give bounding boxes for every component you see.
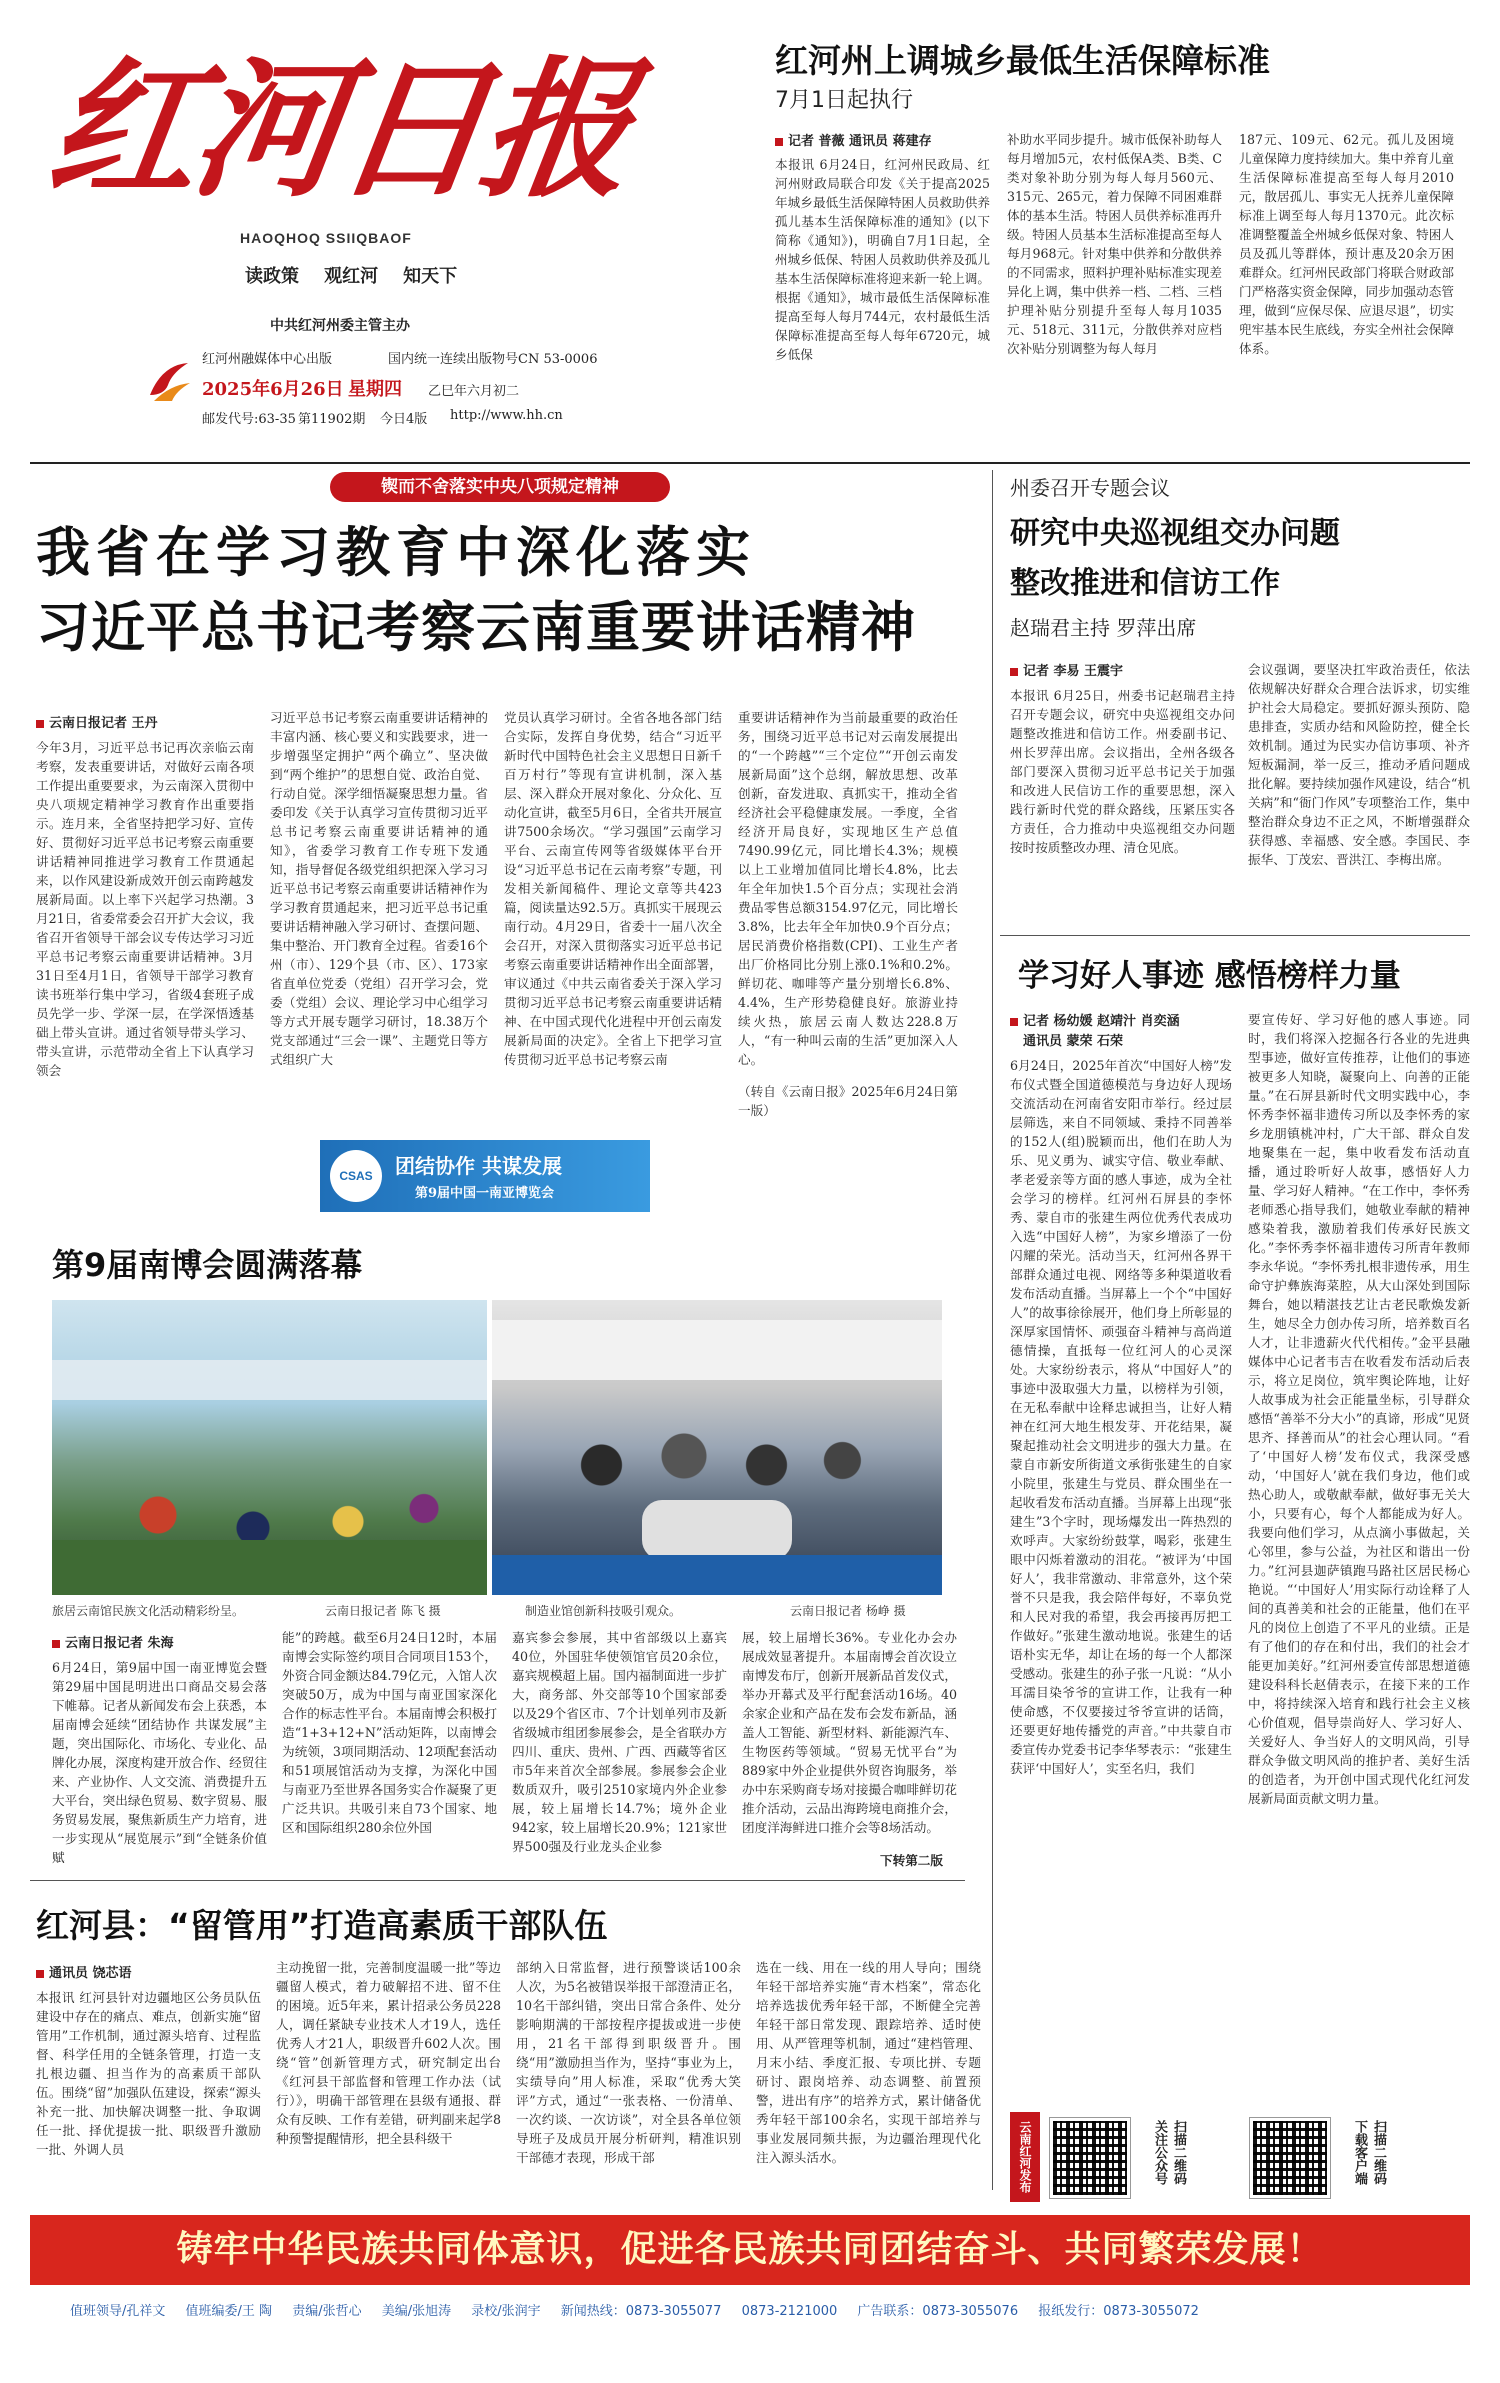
masthead-slogan	[245, 262, 457, 288]
footer-item: 新闻热线：0873-3055077	[560, 2304, 722, 2319]
lead-col3: 党员认真学习研讨。全省各地各部门结合实际，发挥自身优势，结合“习近平新时代中国特色社会主义思想日日新千百万村行”等现有宣讲机制，深入基层、深入群众开展对象化、分众化、互动化宣讲，截至5月6日，全省共开展宣讲7500余场次。“学习强国”云南学习平台、云南宣传网等省级媒体平台开设“习近平总书记在云南考察”专题，刊发相关新闻稿件、理论文章等共423篇，阅读量达92.5万。真抓实干展现云南行动。4月29日，省委十一届八次全会召开，对深入贯彻落实习近平总书记考察云南重要讲话精神作出全面部署，审议通过《中共云南省委关于深入学习贯彻习近平总书记考察云南重要讲话精神、在中国式现代化进程中开创云南发展新局面的决定》。全省上下把学习宣传贯彻习近平总书记考察云南	[504, 710, 722, 1067]
publisher: 红河州融媒体中心出版	[202, 352, 333, 367]
issue-date: 2025年6月26日	[202, 379, 344, 400]
lead-col4: 重要讲话精神作为当前最重要的政治任务，围绕习近平总书记对云南发展提出的“一个跨越”“三个定位”“开创云南发展新局面”这个总纲，解放思想、改革创新，奋发进取、真抓实干，推动全省经济社会平稳健康发展。一季度，全省经济开局良好，实现地区生产总值7490.99亿元，同比增长4.3%；规模以上工业增加值同比增长4.8%，比去年全年加快1.5个百分点；实现社会消费品零售总额3154.97亿元，同比增长3.8%，比去年全年加快0.9个百分点；居民消费价格指数(CPI)、工业生产者出厂价格同比分别上涨0.1%和0.2%。鲜切花、咖啡等产量分别增长6.8%、4.4%，生产形势稳健良好。旅游业持续火热，旅居云南人数达228.8万人，“有一种叫云南的生活”更加深入人心。	[738, 710, 958, 1067]
xunshi-title-1: 研究中央巡视组交办问题	[1010, 516, 1340, 551]
footer	[30, 2300, 1470, 2330]
expo-col4: 展，较上届增长36%。专业化办会办展成效显著提升。本届南博会首次设立南博发布厅，创新开展新品首发仪式，举办开幕式及平行配套活动16场。40余家企业和产品在发布会发布新品，涵盖人工智能、新型材料、新能源汽车、生物医药等领域。“贸易无忧平台”为889家中外企业提供外贸咨询服务，举办中东采购商专场对接撮合咖啡鲜切花推介活动，云品出海跨境电商推介会，团度洋海鲜进口推介会等8场活动。	[742, 1630, 957, 1835]
expo-byline: 云南日报记者 朱海	[52, 1632, 174, 1651]
expo-banner	[320, 1140, 650, 1212]
xunshi-kicker: 州委召开专题会议	[1010, 476, 1170, 500]
expo-continue: 下转第二版	[880, 1853, 943, 1868]
lead-source: （转自《云南日报》2025年6月24日第一版）	[738, 1084, 958, 1118]
expo-col2: 能”的跨越。截至6月24日12时，本届南博会实际签约项目合同项目153个，外资合同金额达84.79亿元，入馆人次突破50万，成为中国与南亚国家深化合作的标志性平台。本届南博会积极打造“1+3+12+N”活动矩阵，以南博会为统领，3项同期活动、12项配套活动和51项展馆活动为支撑，为深化中国与南亚乃至世界各国务实合作凝聚了更广泛共识。共吸引来自73个国家、地区和国际组织280余位外国	[282, 1630, 497, 1835]
haoren-col2: 要宣传好、学习好他的感人事迹。同时，我们将深入挖掘各行各业的先进典型事迹，做好宣传推荐，让他们的事迹被更多人知晓，凝聚向上、向善的正能量。”在石屏县新时代文明实践中心，李怀秀李怀福非遗传习所以及李怀秀的家乡龙朋镇桃冲村，广大干部、群众自发地聚集在一起，集中收看发布活动直播，通过聆听好人故事，感悟好人力量、学习好人精神。“在工作中，李怀秀老师悉心指导我们，她敬业奉献的精神感染着我，激励着我们传承好民族文化。”李怀秀李怀福非遗传习所青年教师李永华说。“李怀秀扎根非遗传承，用生命守护彝族海菜腔，从大山深处到国际舞台，她以精湛技艺让古老民歌焕发新生，她尽全力创办传习所，培养数百名人才，让非遗薪火代代相传。”金平县融媒体中心记者韦吉在收看发布活动后表示，将立足岗位，筑牢舆论阵地，让好人故事成为社会正能量坐标，引导群众感悟“善举不分大小”的真谛，形成“见贤思齐、择善而从”的社会心理认同。“看了‘中国好人榜’发布仪式，我深受感动，‘中国好人’就在我们身边，他们或热心助人，或敬献奉献，做好事无关大小，只要有心，每个人都能成为好人。我要向他们学习，从点滴小事做起，关心邻里，参与公益，为社区和谐出一份力。”红河县迦萨镇跑马路社区居民杨心艳说。“‘中国好人’用实际行动诠释了人间的真善美和社会的正能量，他们在平凡的岗位上创造了不平凡的业绩。正是有了他们的存在和付出，我们的社会才能更加美好。”红河州委宣传部思想道德建设科科长赵倩表示，在接下来的工作中，将持续深入培育和践行社会主义核心价值观，倡导崇尚好人、学习好人、关爱好人、争当好人的文明风尚，引导群众争做文明风尚的推护者、美好生活的创造者，为开创中国式现代化红河发展新局面贡献文明力量。	[1248, 1012, 1470, 1806]
footer-item: 广告联系：0873-3055076	[857, 2304, 1019, 2319]
photo1-caption: 旅居云南馆民族文化活动精彩纷呈。	[52, 1604, 245, 1618]
divider-vertical	[992, 470, 993, 2190]
baozhang-col3: 187元、109元、62元。孤儿及困境儿童保障力度持续加大。集中养育儿童生活保障标准提高至每人每月2010元，散居孤儿、事实无人抚养儿童保障标准上调至每人每月1370元。此次标准调整覆盖全州城乡低保对象、特困人员及孤儿等群体，预计惠及20余万困难群众。红河州民政部门将联合财政部门严格落实资金保障，同步加强动态管理，做到“应保尽保、应退尽退”，切实兜牢基本民生底线，夯实全州社会保障体系。	[1239, 132, 1454, 356]
divider-mid-left	[30, 1880, 965, 1881]
expo-title: 第9届南博会圆满落幕	[52, 1246, 363, 1284]
expo-col3: 嘉宾参会参展，其中省部级以上嘉宾40位，外国驻华使领馆官员20余位，嘉宾规模超上届。国内福制面进一步扩大，商务部、外交部等10个国家部委以及29个省区市、7个计划单列市及新省级城市组团参展参会，是全省联办方四川、重庆、贵州、广西、西藏等省区市5年来首次全部参展。参展参会企业数质双升，吸引2510家境内外企业参展，较上届增长14.7%；境外企业942家，较上届增长20.9%；121家世界500强及行业龙头企业参	[512, 1630, 727, 1854]
qr-code-app[interactable]	[1250, 2118, 1330, 2198]
divider-top	[30, 462, 1470, 464]
liuguanyong-col4: 选在一线、用在一线的用人导向；围绕年轻干部培养实施“青木档案”，常态化培养选拔优秀年轻干部，不断健全完善年轻干部日常发现、跟踪培养、适时使用、从严管理等机制，通过“建档管理、月末小结、季度汇报、专项比拼、专题研讨、跟岗培养、动态调整、前置预警，进出有序”的培养方式，累计储备优秀年轻干部100余名，实现干部培养与事业发展同频共振，为边疆治理现代化注入源头活水。	[756, 1960, 981, 2165]
liuguanyong-byline: 通讯员 饶芯语	[36, 1962, 132, 1981]
lead-title-1: 我省在学习教育中深化落实	[36, 521, 756, 584]
masthead-sponsor: 中共红河州委主管主办	[270, 318, 410, 334]
qr1-text: 扫描二维码 关注公众号	[1152, 2120, 1186, 2185]
qr-vertical-label: 云南红河发布	[1010, 2112, 1040, 2202]
xunshi-col2: 会议强调，要坚决扛牢政治责任，依法依规解决好群众合理合法诉求，切实维护社会大局稳定。要抓好源头预防、隐患排查，实质办结和风险防控，健全长效机制。通过为民实办信访事项、补齐短板漏洞，举一反三，推动矛盾问题成批化解。要持续加强作风建设，结合“机关病”和“衙门作风”专项整治工作，集中整治群众身边不正之风，不断增强群众获得感、幸福感、安全感。李国民、李振华、丁茂宏、晋洪江、李梅出席。	[1248, 662, 1470, 867]
photo2-credit: 云南日报记者 杨峥 摄	[790, 1604, 906, 1618]
page-count: 今日4版	[380, 412, 428, 427]
haoren-col1: 6月24日，2025年首次“中国好人榜”发布仪式暨全国道德模范与身边好人现场交流活动在河南省安阳市举行。经过层层筛选，来自不同领域、秉持不同善举的152人(组)脱颖而出，他们在助人为乐、见义勇为、诚实守信、敬业奉献、孝老爱亲等方面的感人事迹，成为全社会学习的榜样。红河州石屏县的李怀秀、蒙自市的张建生两位优秀代表成功入选“中国好人榜”，为家乡增添了一份闪耀的荣光。活动当天，红河州各界干部群众通过电视、网络等多种渠道收看发布活动直播。当屏幕上一个个“中国好人”的故事徐徐展开，他们身上所彰显的深厚家国情怀、顽强奋斗精神与高尚道德情操，直抵每一位红河人的心灵深处。大家纷纷表示，将从“中国好人”的事迹中汲取强大力量，以榜样为引领，在无私奉献中诠释忠诚担当，让好人精神在红河大地生根发芽、开花结果，凝聚起推动社会文明进步的强大力量。在蒙自市新安所街道文承街张建生的自家小院里，张建生与党员、群众围坐在一起收看发布活动直播。当屏幕上出现“张建生”3个字时，现场爆发出一阵热烈的欢呼声。大家纷纷鼓掌，喝彩，张建生眼中闪烁着激动的泪花。“被评为‘中国好人’，我非常激动、非常意外，这个荣誉不只是我，我会陪伴每好，不辜负党和人民对我的希望，我会再接再厉把工作做好。”张建生激动地说。张建生的话语朴实无华，却让在场的每一个人都深受感动。张建生的孙子张一凡说：“从小耳濡目染爷爷的宣讲工作，让我有一种使命感，不仅要接过爷爷宣讲的话筒，还要更好地传播党的声音。”中共蒙自市委宣传办党委书记李华琴表示：“张建生获评‘中国好人’，实至名归，我们	[1010, 1058, 1232, 1776]
divider-right	[1000, 935, 1470, 936]
logo: 红河日报	[37, 42, 639, 218]
story-baozhang	[775, 35, 1475, 465]
footer-item: 责编/张哲心	[292, 2304, 362, 2319]
lead-byline: 云南日报记者 王丹	[36, 712, 158, 731]
postal-code: 邮发代号:63-35	[202, 412, 296, 427]
qr-section	[1010, 2112, 1470, 2202]
xunshi-subtitle: 赵瑞君主持 罗萍出席	[1010, 616, 1197, 640]
website: http://www.hh.cn	[450, 408, 563, 423]
footer-item: 美编/张旭涛	[381, 2304, 452, 2319]
expo-col1: 6月24日，第9届中国一南亚博览会暨第29届中国昆明进出口商品交易会落下帷幕。记者从新闻发布会上获悉，本届南博会延续“团结协作 共谋发展”主题，突出国际化、市场化、专业化、品牌化办展，深度构建开放合作、经贸往来、产业协作、人文交流、消费提升五大平台，突出绿色贸易、数字贸易、服务贸易发展，聚焦新质生产力培育，进一步实现从“展览展示”到“全链条价值赋	[52, 1660, 267, 1865]
banner-tag: 锲而不舍落实中央八项规定精神	[330, 472, 670, 502]
baozhang-title: 红河州上调城乡最低生活保障标准	[775, 41, 1270, 80]
haoren-byline-2: 通讯员 蒙荣 石荣	[1023, 1034, 1124, 1049]
cn-number: 国内统一连续出版物号CN 53-0006	[388, 352, 598, 367]
baozhang-subtitle: 7月1日起执行	[775, 88, 913, 113]
expo-banner-sub: 第9届中国一南亚博览会	[415, 1186, 555, 1201]
haoren-title: 学习好人事迹 感悟榜样力量	[1018, 958, 1401, 994]
footer-item: 录校/张润宇	[471, 2304, 541, 2319]
photo-expo-robots	[492, 1300, 942, 1595]
footer-item: 报纸发行：0873-3055072	[1038, 2304, 1199, 2319]
slogan-2: 观红河	[324, 266, 379, 287]
photo1-credit: 云南日报记者 陈飞 摄	[325, 1604, 441, 1618]
footer-item: 值班领导/孔祥文	[70, 2304, 166, 2319]
photo-expo-culture	[52, 1300, 487, 1595]
csas-logo-icon: CSAS	[330, 1150, 382, 1202]
liuguanyong-col2: 主动挽留一批，完善制度温暖一批”等边疆留人模式，着力破解招不进、留不住的困境。近5年来，累计招录公务员228人，调任紧缺专业技术人才19人，选任优秀人才21人，职级晋升602人次。围绕“管”创新管理方式，研究制定出台《红河县干部监督和管理工作办法（试行）》，明确干部管理在县级有通报、群众有反映、工作有差错，研判副来起学8种预警提醒情形，把全县科级干	[276, 1960, 501, 2146]
xunshi-col1: 本报讯 6月25日，州委书记赵瑞君主持召开专题会议，研究中央巡视组交办问题整改推进和信访工作。州委副书记、州长罗萍出席。会议指出，全州各级各部门要深入贯彻习近平总书记关于加强和改进人民信访工作的重要思想，深入践行新时代党的群众路线，压紧压实各方责任，合力推动中央巡视组交办问题按时按质整改办理、清仓见底。	[1010, 688, 1235, 855]
xunshi-byline: 记者 李易 王震宇	[1010, 660, 1123, 679]
liuguanyong-col3: 部纳入日常监督，进行预警谈话100余人次，为5名被错误举报干部澄清正名，10名干部纠错，突出日常合条件、处分影响期满的干部按程序提拔或进一步使用，21名干部得到职级晋升。围绕“用”激励担当作为，坚持“事业为上，实绩导向”用人标准，采取“优秀大笑评”方式，通过“一张表格、一份清单、一次约谈、一次访谈”，对全县各单位领导班子及成员开展分析研判，精准识别干部德才表现，形成干部	[516, 1960, 741, 2165]
slogan-1: 读政策	[245, 266, 299, 287]
xunshi-title-2: 整改推进和信访工作	[1010, 566, 1280, 601]
qr2-text: 扫描二维码 下载客户端	[1352, 2120, 1386, 2185]
slogan-3: 知天下	[403, 266, 458, 287]
issue-number: 第11902期	[298, 412, 366, 427]
lead-col1: 今年3月，习近平总书记再次亲临云南考察，发表重要讲话，对做好云南各项工作提出重要要求，为云南深入贯彻中央八项规定精神学习教育作出重要指示。连月来，全省坚持把学习好、宣传好、贯彻好习近平总书记考察云南重要讲话精神同推进学习教育工作贯通起来，以作风建设新成效开创云南跨越发展新局面。以上率下兴起学习热潮。3月21日，省委常委会召开扩大会议，我省召开省领导干部会议专传达学习习近平总书记考察云南重要讲话精神。3月31日至4月1日，省领导干部学习教育读书班举行集中学习，省级4套班子成员先学一步、学深一层，在学深悟透基础上带头宣讲。通过省领导带头学习、带头宣讲，示范带动全省上下认真学习领会	[36, 740, 254, 1078]
lunar-date: 乙巳年六月初二	[428, 384, 520, 399]
masthead	[30, 30, 750, 460]
media-center-logo-icon	[142, 355, 194, 407]
qr-code-wechat[interactable]	[1050, 2118, 1130, 2198]
lead-col2: 习近平总书记考察云南重要讲话精神的丰富内涵、核心要义和实践要求，进一步增强坚定拥护“两个确立”、坚决做到“两个维护”的思想自觉、政治自觉、行动自觉。深学细悟凝聚思想力量。省委印发《关于认真学习宣传贯彻习近平总书记考察云南重要讲话精神的通知》，省委学习教育工作专班下发通知，指导督促各级党组织把深入学习习近平总书记考察云南重要讲话精神作为学习教育贯通起来，把习近平总书记重要讲话精神融入学习研讨、查摆问题、集中整治、开门教育全过程。省委16个州（市）、129个县（市、区）、173家省直单位党委（党组）召开学习会，党委（党组）会议、理论学习中心组学习等方式开展专题学习研讨，18.38万个党支部通过“三会一课”、主题党日等方式组织广大	[270, 710, 488, 1067]
photo2-caption: 制造业馆创新科技吸引观众。	[525, 1604, 682, 1618]
weekday: 星期四	[348, 379, 402, 400]
logo-pinyin: HAOQHOQ SSIIQBAOF	[240, 230, 412, 246]
liuguanyong-col1: 本报讯 红河县针对边疆地区公务员队伍建设中存在的痛点、难点，创新实施“留管用”工作机制，通过源头培育、过程监督、科学任用的全链条管理，打造一支扎根边疆、担当作为的高素质干部队伍。围绕“留”加强队伍建设，探索“源头补充一批、加快解决调整一批、争取调任一批、择优提拔一批、职级晋升激励一批、外调人员	[36, 1990, 261, 2157]
footer-item: 值班编委/王 陶	[185, 2304, 273, 2319]
expo-banner-main: 团结协作 共谋发展	[395, 1154, 562, 1178]
baozhang-col2: 补助水平同步提升。城市低保补助每人每月增加5元，农村低保A类、B类、C类对象补助分别为每人每月560元、315元、265元，着力保障不同困难群体的基本生活。特困人员供养标准再升级。特困人员基本生活标准提高至每人每月968元。针对集中供养和分散供养的不同需求，照料护理补贴标准实现差异化上调，集中供养一档、二档、三档护理补贴分别提升至每人每月1035元、518元、311元，分散供养对应档次补贴分别调整为每人每月	[1007, 132, 1222, 356]
liuguanyong-title: 红河县：“留管用”打造高素质干部队伍	[36, 1906, 608, 1945]
baozhang-col1: 本报讯 6月24日，红河州民政局、红河州财政局联合印发《关于提高2025年城乡最低生活保障特困人员救助供养孤儿基本生活保障标准的通知》(以下简称《通知》)，明确自7月1日起，全州城乡低保、特困人员救助供养及孤儿基本生活保障标准将迎来新一轮上调。根据《通知》，城市最低生活保障标准提高至每人每月744元，农村最低生活保障标准提高至每人每年6720元，城乡低保	[775, 157, 990, 362]
lead-title-2: 习近平总书记考察云南重要讲话精神	[36, 596, 916, 659]
haoren-byline-1: 记者 杨幼媛 赵靖汁 肖奕涵	[1010, 1010, 1180, 1029]
slogan-banner: 铸牢中华民族共同体意识，促进各民族共同团结奋斗、共同繁荣发展！	[30, 2215, 1470, 2285]
footer-item: 0873-2121000	[741, 2304, 838, 2319]
baozhang-byline: 记者 普薇 通讯员 蒋建存	[775, 130, 932, 149]
